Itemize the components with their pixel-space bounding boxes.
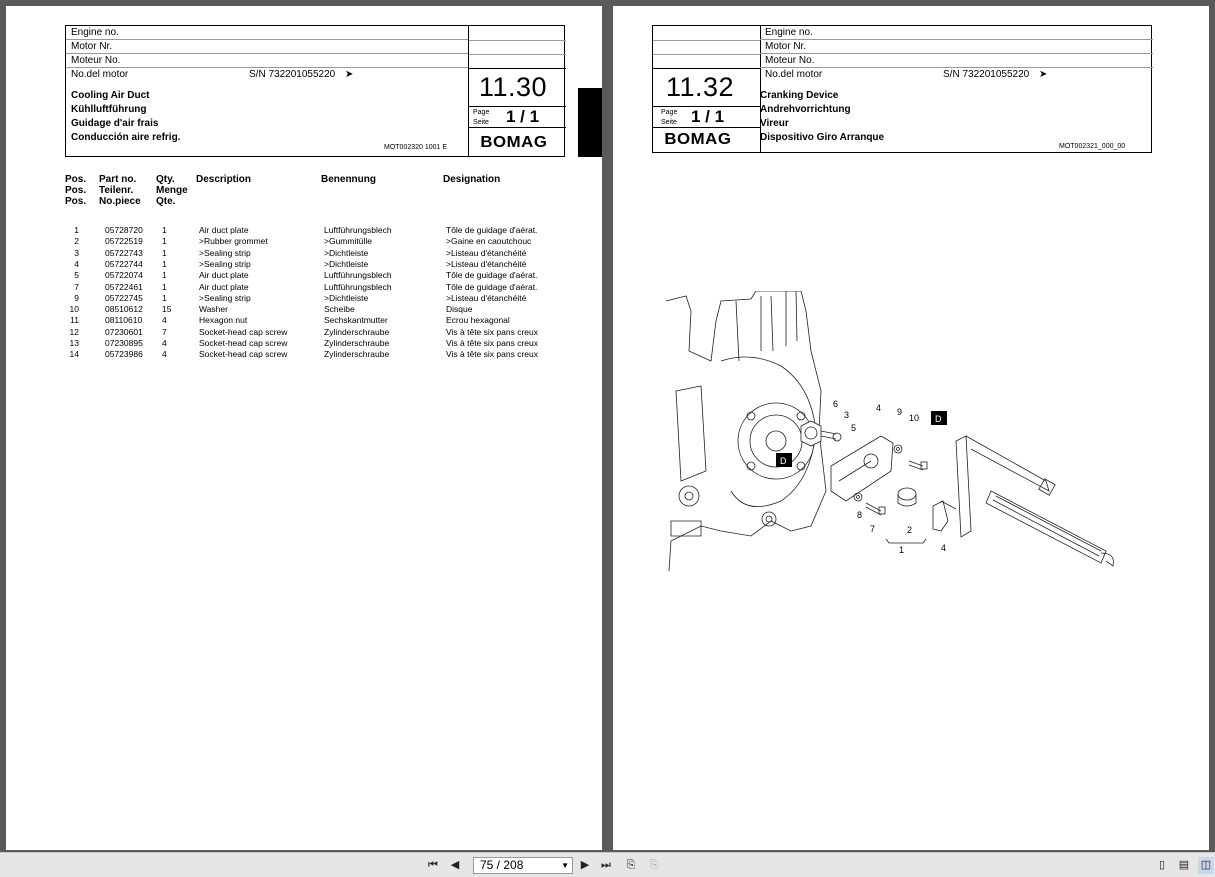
part-benennung: >Dichtleiste bbox=[324, 247, 369, 258]
part-pos: 14 bbox=[69, 349, 79, 360]
table-row bbox=[6, 282, 602, 293]
no-del-motor-label: No.del motor bbox=[765, 69, 823, 80]
last-page-icon[interactable]: ⏭ bbox=[601, 859, 611, 871]
part-designation: >Gaine en caoutchouc bbox=[446, 236, 532, 247]
serial-number: S/N 732201055220 bbox=[249, 69, 336, 80]
table-row bbox=[6, 293, 602, 304]
part-qty: 4 bbox=[162, 338, 167, 348]
part-qty: 1 bbox=[162, 292, 167, 303]
part-qty: 7 bbox=[162, 326, 167, 337]
right-header-block bbox=[652, 25, 1152, 153]
part-description: >Sealing strip bbox=[199, 258, 251, 269]
col-part: Part no. Teilenr. No.piece bbox=[99, 174, 141, 207]
part-number: 05722461 bbox=[105, 281, 143, 292]
part-number: 05722743 bbox=[105, 247, 143, 258]
part-description: >Sealing strip bbox=[199, 247, 251, 258]
no-del-motor-label: No.del motor bbox=[71, 69, 129, 80]
forward-view-icon[interactable]: ⎘ bbox=[649, 859, 659, 871]
page-number-select[interactable] bbox=[473, 857, 573, 874]
page-tab-marker bbox=[578, 88, 602, 157]
part-benennung: >Gummitülle bbox=[324, 236, 372, 247]
part-pos: 1 bbox=[74, 225, 79, 235]
part-benennung: Luftführungsblech bbox=[324, 270, 392, 281]
chevron-down-icon: ▼ bbox=[561, 861, 569, 870]
part-pos: 10 bbox=[69, 304, 79, 315]
left-page bbox=[6, 6, 602, 850]
two-page-icon[interactable]: ◫ bbox=[1198, 857, 1214, 874]
table-row bbox=[6, 349, 602, 360]
page-label-de: Seite bbox=[473, 119, 489, 126]
serial-number: S/N 732201055220 bbox=[943, 69, 1030, 80]
col-designation: Designation bbox=[443, 174, 501, 185]
bomag-logo: BOMAG bbox=[480, 134, 548, 151]
part-qty: 1 bbox=[162, 236, 167, 247]
col-qty: Qty. Menge Qte. bbox=[156, 174, 188, 207]
title-en: Cranking Device bbox=[760, 90, 839, 101]
part-designation: Ecrou hexagonal bbox=[446, 315, 510, 326]
part-qty: 1 bbox=[162, 247, 167, 258]
part-number: 08510612 bbox=[105, 304, 143, 315]
part-number: 05722074 bbox=[105, 270, 143, 281]
part-description: Washer bbox=[199, 304, 228, 315]
part-designation: >Listeau d'étanchéité bbox=[446, 247, 527, 258]
part-number: 05722519 bbox=[105, 236, 143, 247]
part-pos: 4 bbox=[74, 258, 79, 269]
callout-5: 5 bbox=[851, 423, 857, 433]
part-description: Air duct plate bbox=[199, 270, 249, 281]
table-row bbox=[6, 315, 602, 326]
col-benennung: Benennung bbox=[321, 174, 376, 185]
part-qty: 4 bbox=[162, 315, 167, 326]
prev-page-icon[interactable]: ◀ bbox=[450, 859, 460, 871]
page-label-en: Page bbox=[473, 109, 490, 116]
table-row bbox=[6, 248, 602, 259]
viewer-toolbar bbox=[0, 852, 1215, 877]
single-page-icon[interactable]: ▯ bbox=[1158, 859, 1166, 871]
callout-3: 3 bbox=[844, 410, 850, 420]
part-description: >Sealing strip bbox=[199, 292, 251, 303]
part-benennung: Zylinderschraube bbox=[324, 338, 390, 348]
moteur-no-label: Moteur No. bbox=[66, 54, 468, 68]
part-number: 05722745 bbox=[105, 292, 143, 303]
part-number: 05723986 bbox=[105, 349, 143, 360]
callout-10: 10 bbox=[909, 413, 920, 423]
part-qty: 1 bbox=[162, 270, 167, 281]
part-designation: >Listeau d'étanchéité bbox=[446, 258, 527, 269]
callout-4: 4 bbox=[876, 403, 882, 413]
part-designation: Vis à tête six pans creux bbox=[446, 326, 538, 337]
part-description: Air duct plate bbox=[199, 225, 249, 235]
title-fr: Guidage d'air frais bbox=[71, 118, 159, 129]
callout-1: 1 bbox=[899, 545, 905, 555]
doc-code: MOT002320 1001 E bbox=[384, 144, 448, 151]
part-description: Air duct plate bbox=[199, 281, 249, 292]
part-description: Hexagon nut bbox=[199, 315, 248, 326]
callout-7: 7 bbox=[870, 524, 876, 534]
part-number: 05722744 bbox=[105, 258, 143, 269]
page-value: 1 / 1 bbox=[691, 107, 725, 126]
part-qty: 1 bbox=[162, 225, 167, 235]
part-number: 08110610 bbox=[105, 315, 143, 326]
callout-6: 6 bbox=[833, 399, 839, 409]
part-qty: 1 bbox=[162, 258, 167, 269]
callout-2: 2 bbox=[907, 525, 913, 535]
table-row bbox=[6, 338, 602, 349]
part-pos: 5 bbox=[74, 270, 79, 281]
left-header-block bbox=[65, 25, 565, 157]
section-number: 11.32 bbox=[666, 72, 735, 102]
part-benennung: Zylinderschraube bbox=[324, 349, 390, 360]
part-designation: Disque bbox=[446, 304, 473, 315]
part-designation: Tôle de guidage d'aérat. bbox=[446, 270, 538, 281]
motor-nr-label: Motor Nr. bbox=[66, 40, 468, 54]
part-qty: 1 bbox=[162, 281, 167, 292]
page-indicator: 75 / 208 bbox=[480, 858, 524, 872]
continuous-page-icon[interactable]: ▤ bbox=[1178, 859, 1190, 871]
title-es: Dispositivo Giro Arranque bbox=[760, 132, 885, 143]
callout-4b: 4 bbox=[941, 543, 947, 553]
part-designation: Vis à tête six pans creux bbox=[446, 338, 538, 348]
callout-9: 9 bbox=[897, 407, 903, 417]
table-row bbox=[6, 236, 602, 247]
moteur-no-label: Moteur No. bbox=[760, 54, 1153, 68]
part-qty: 4 bbox=[162, 349, 167, 360]
page-value: 1 / 1 bbox=[506, 107, 540, 126]
table-row bbox=[6, 327, 602, 338]
title-en: Cooling Air Duct bbox=[71, 90, 150, 101]
arrow-icon: ➤ bbox=[345, 69, 354, 80]
part-number: 07230601 bbox=[105, 326, 143, 337]
col-pos: Pos. Pos. Pos. bbox=[65, 174, 87, 207]
part-pos: 12 bbox=[69, 326, 79, 337]
part-benennung: Sechskantmutter bbox=[324, 315, 388, 326]
title-fr: Vireur bbox=[760, 118, 789, 129]
part-designation: Tôle de guidage d'aérat. bbox=[446, 281, 538, 292]
svg-text:D: D bbox=[780, 456, 787, 466]
part-qty: 15 bbox=[162, 304, 172, 315]
back-view-icon[interactable]: ⎘ bbox=[626, 859, 636, 871]
table-row bbox=[6, 225, 602, 236]
part-pos: 11 bbox=[70, 315, 79, 326]
part-benennung: Luftführungsblech bbox=[324, 225, 392, 235]
title-de: Andrehvorrichtung bbox=[760, 104, 851, 115]
page-label-de: Seite bbox=[661, 119, 677, 126]
first-page-icon[interactable]: ⏮ bbox=[428, 859, 438, 871]
motor-nr-label: Motor Nr. bbox=[760, 40, 1153, 54]
part-benennung: Luftführungsblech bbox=[324, 281, 392, 292]
part-number: 05728720 bbox=[105, 225, 143, 235]
part-description: Socket-head cap screw bbox=[199, 326, 288, 337]
part-pos: 13 bbox=[69, 338, 79, 348]
part-description: >Rubber grommet bbox=[199, 236, 268, 247]
part-benennung: >Dichtleiste bbox=[324, 292, 369, 303]
part-pos: 9 bbox=[74, 292, 79, 303]
section-number: 11.30 bbox=[479, 72, 548, 102]
engine-no-label: Engine no. bbox=[760, 26, 1153, 40]
col-description: Description bbox=[196, 174, 252, 185]
part-description: Socket-head cap screw bbox=[199, 349, 288, 360]
part-description: Socket-head cap screw bbox=[199, 338, 288, 348]
table-row bbox=[6, 259, 602, 270]
engine-no-label: Engine no. bbox=[66, 26, 468, 40]
table-row bbox=[6, 270, 602, 281]
table-row bbox=[6, 304, 602, 315]
next-page-icon[interactable]: ▶ bbox=[580, 859, 590, 871]
cranking-device-diagram bbox=[661, 291, 1121, 581]
page-label-en: Page bbox=[661, 109, 678, 116]
bomag-logo: BOMAG bbox=[664, 131, 732, 148]
arrow-icon: ➤ bbox=[1039, 69, 1048, 80]
part-designation: Vis à tête six pans creux bbox=[446, 349, 538, 360]
callout-8: 8 bbox=[857, 510, 863, 520]
part-number: 07230895 bbox=[105, 338, 143, 348]
part-benennung: >Dichtleiste bbox=[324, 258, 369, 269]
part-designation: Tôle de guidage d'aérat. bbox=[446, 225, 538, 235]
title-es: Conducción aire refrig. bbox=[71, 132, 181, 143]
part-benennung: Zylinderschraube bbox=[324, 326, 390, 337]
part-pos: 7 bbox=[74, 281, 79, 292]
part-pos: 3 bbox=[74, 247, 79, 258]
right-page bbox=[613, 6, 1209, 850]
part-pos: 2 bbox=[74, 236, 79, 247]
svg-text:D: D bbox=[935, 414, 942, 424]
doc-code: MOT002321_000_00 bbox=[1059, 143, 1126, 150]
part-benennung: Scheibe bbox=[324, 304, 355, 315]
part-designation: >Listeau d'étanchéité bbox=[446, 292, 527, 303]
title-de: Kühlluftführung bbox=[71, 104, 147, 115]
